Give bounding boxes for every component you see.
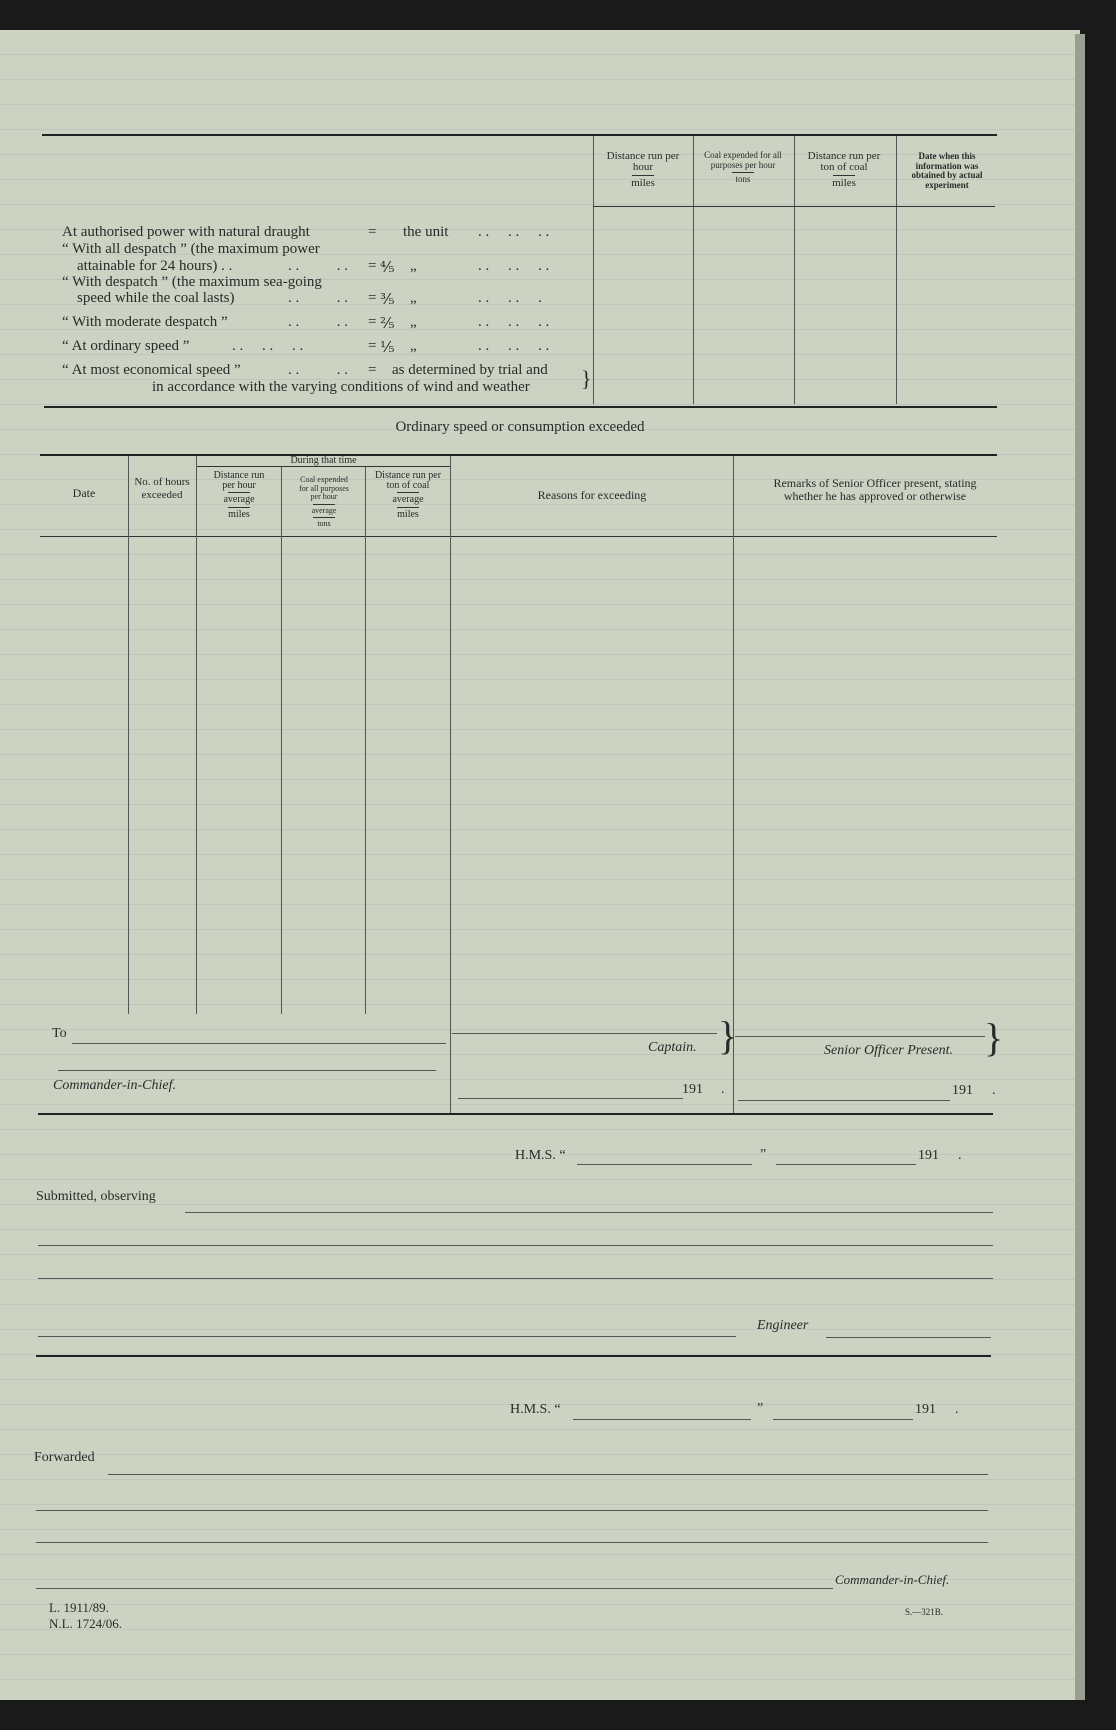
fraction: ⅘ [380, 260, 395, 276]
ditto-mark: „ [410, 338, 417, 354]
equals-sign: = [368, 258, 377, 274]
leader-dots: . . . . [288, 258, 348, 274]
fraction-unit: the unit [403, 224, 449, 240]
hdr-date-experiment: Date when this information was obtained by actual experiment [911, 151, 983, 190]
ditto-mark: „ [410, 290, 417, 306]
senior-signature-line[interactable] [735, 1036, 985, 1037]
page-edge [1075, 34, 1085, 1700]
hms-date-line[interactable] [776, 1164, 916, 1165]
col-divider [365, 467, 366, 1014]
row-moderate: “ With moderate despatch ” [62, 314, 228, 330]
to-line[interactable] [72, 1043, 446, 1044]
captain-label: Captain. [648, 1040, 697, 1055]
hms-quote-close: ” [760, 1147, 767, 1162]
submitted-line[interactable] [185, 1212, 993, 1213]
row-economical: “ At most economical speed ” [62, 362, 241, 378]
row-despatch-cont: speed while the coal lasts) [77, 290, 235, 306]
period: . [992, 1083, 996, 1098]
equals-sign: = [368, 362, 377, 378]
ref-nl: N.L. 1724/06. [49, 1616, 122, 1631]
engineer-signature-line[interactable] [38, 1336, 736, 1337]
leader-dots: . . . . . [478, 290, 542, 306]
cinc-label: Commander-in-Chief. [53, 1078, 176, 1093]
hms-name-line[interactable] [577, 1164, 752, 1165]
during-rule [197, 466, 450, 467]
cinc-signature-line[interactable] [36, 1588, 833, 1589]
col-divider [593, 136, 594, 404]
hdr-hours-exceeded: No. of hours exceeded [134, 476, 190, 501]
brace: } [581, 366, 592, 391]
engineer-section-rule [36, 1355, 991, 1357]
equals-sign: = [368, 290, 377, 306]
period: . [958, 1148, 962, 1163]
senior-date-line[interactable] [738, 1100, 950, 1101]
hdr-remarks: Remarks of Senior Officer present, stating whether he has approved or otherwise [773, 476, 977, 503]
economical-note-cont: in accordance with the varying conditions of wind and weather [152, 379, 530, 395]
forwarded-line[interactable] [108, 1474, 988, 1475]
lower-top-rule [40, 454, 997, 456]
hms2-date-line[interactable] [773, 1419, 913, 1420]
period: . [721, 1082, 725, 1097]
hdr-distance-per-ton: Distance run per ton of coal miles [807, 150, 881, 189]
leader-dots: . . . . [288, 314, 348, 330]
hdr-coal-per-hour: Coal expended for all purposes per hour tons [704, 150, 782, 184]
hms2-label: H.M.S. “ [510, 1402, 561, 1417]
leader-dots: . . . . [288, 290, 348, 306]
equals-sign: = [368, 224, 377, 240]
leader-dots: . . . . . . [478, 338, 550, 354]
col-divider [196, 456, 197, 1014]
cinc2-label: Commander-in-Chief. [835, 1572, 950, 1587]
captain-date-line[interactable] [458, 1098, 683, 1099]
leader-dots: . . . . . . [232, 338, 304, 354]
hdr-lower-distance-per-hour: Distance run per hour average miles [213, 470, 265, 520]
lower-header-rule [40, 536, 997, 537]
header-rule [593, 206, 995, 207]
col-divider [281, 467, 282, 1014]
leader-dots: . . . . . . [478, 224, 550, 240]
economical-note: as determined by trial and [392, 362, 548, 378]
submitted-line-2[interactable] [38, 1245, 993, 1246]
equals-sign: = [368, 338, 377, 354]
forwarded-line-2[interactable] [36, 1510, 988, 1511]
to-label: To [52, 1026, 67, 1041]
brace: } [718, 1013, 738, 1058]
ditto-mark: „ [410, 258, 417, 274]
top-table-bottom-rule [44, 406, 997, 408]
hdr-lower-distance-per-ton: Distance run per ton of coal average miles [374, 470, 442, 520]
section-title: Ordinary speed or consumption exceeded [395, 419, 645, 435]
col-divider [693, 136, 694, 404]
engineer-date-line[interactable] [826, 1337, 991, 1338]
hms2-quote-close: ” [757, 1401, 764, 1416]
brace: } [984, 1015, 1004, 1060]
col-divider [896, 136, 897, 404]
submitted-label: Submitted, observing [36, 1189, 156, 1204]
fraction: ⅖ [380, 316, 395, 332]
ref-l: L. 1911/89. [49, 1600, 109, 1615]
forwarded-label: Forwarded [34, 1450, 95, 1465]
forwarded-line-3[interactable] [36, 1542, 988, 1543]
col-divider [450, 456, 451, 1113]
hdr-date: Date [72, 486, 96, 500]
period: . [955, 1402, 959, 1417]
col-divider [128, 456, 129, 1014]
hdr-lower-coal-per-hour: Coal expended for all purposes per hour average tons [299, 475, 349, 528]
hdr-during-that-time: During that time [290, 455, 357, 466]
leader-dots: . . . . [288, 362, 348, 378]
senior-year: 191 [952, 1083, 973, 1098]
leader-dots: . . . . . . [478, 258, 550, 274]
to-line-2[interactable] [58, 1070, 436, 1071]
leader-dots: . . . . . . [478, 314, 550, 330]
row-all-despatch: “ With all despatch ” (the maximum power [62, 241, 320, 257]
fraction: ⅗ [380, 292, 395, 308]
senior-officer-label: Senior Officer Present. [824, 1043, 953, 1058]
hms2-year: 191 [915, 1402, 936, 1417]
captain-signature-line[interactable] [452, 1033, 717, 1034]
hdr-reasons: Reasons for exceeding [537, 488, 647, 502]
engineer-label: Engineer [757, 1318, 809, 1333]
row-despatch: “ With despatch ” (the maximum sea-going [62, 274, 322, 290]
fraction: ⅕ [380, 340, 395, 356]
hms-year: 191 [918, 1148, 939, 1163]
row-all-despatch-cont: attainable for 24 hours) . . [77, 258, 233, 274]
hms2-name-line[interactable] [573, 1419, 751, 1420]
col-divider [794, 136, 795, 404]
row-authorised: At authorised power with natural draught [62, 224, 310, 240]
hdr-distance-per-hour: Distance run per hour miles [606, 150, 680, 189]
form-number: S.—321B. [905, 1607, 944, 1617]
lower-bottom-rule [38, 1113, 993, 1115]
row-ordinary: “ At ordinary speed ” [62, 338, 190, 354]
ditto-mark: „ [410, 314, 417, 330]
submitted-line-3[interactable] [38, 1278, 993, 1279]
equals-sign: = [368, 314, 377, 330]
hms-label: H.M.S. “ [515, 1148, 566, 1163]
top-rule [42, 134, 997, 136]
captain-year: 191 [682, 1082, 703, 1097]
